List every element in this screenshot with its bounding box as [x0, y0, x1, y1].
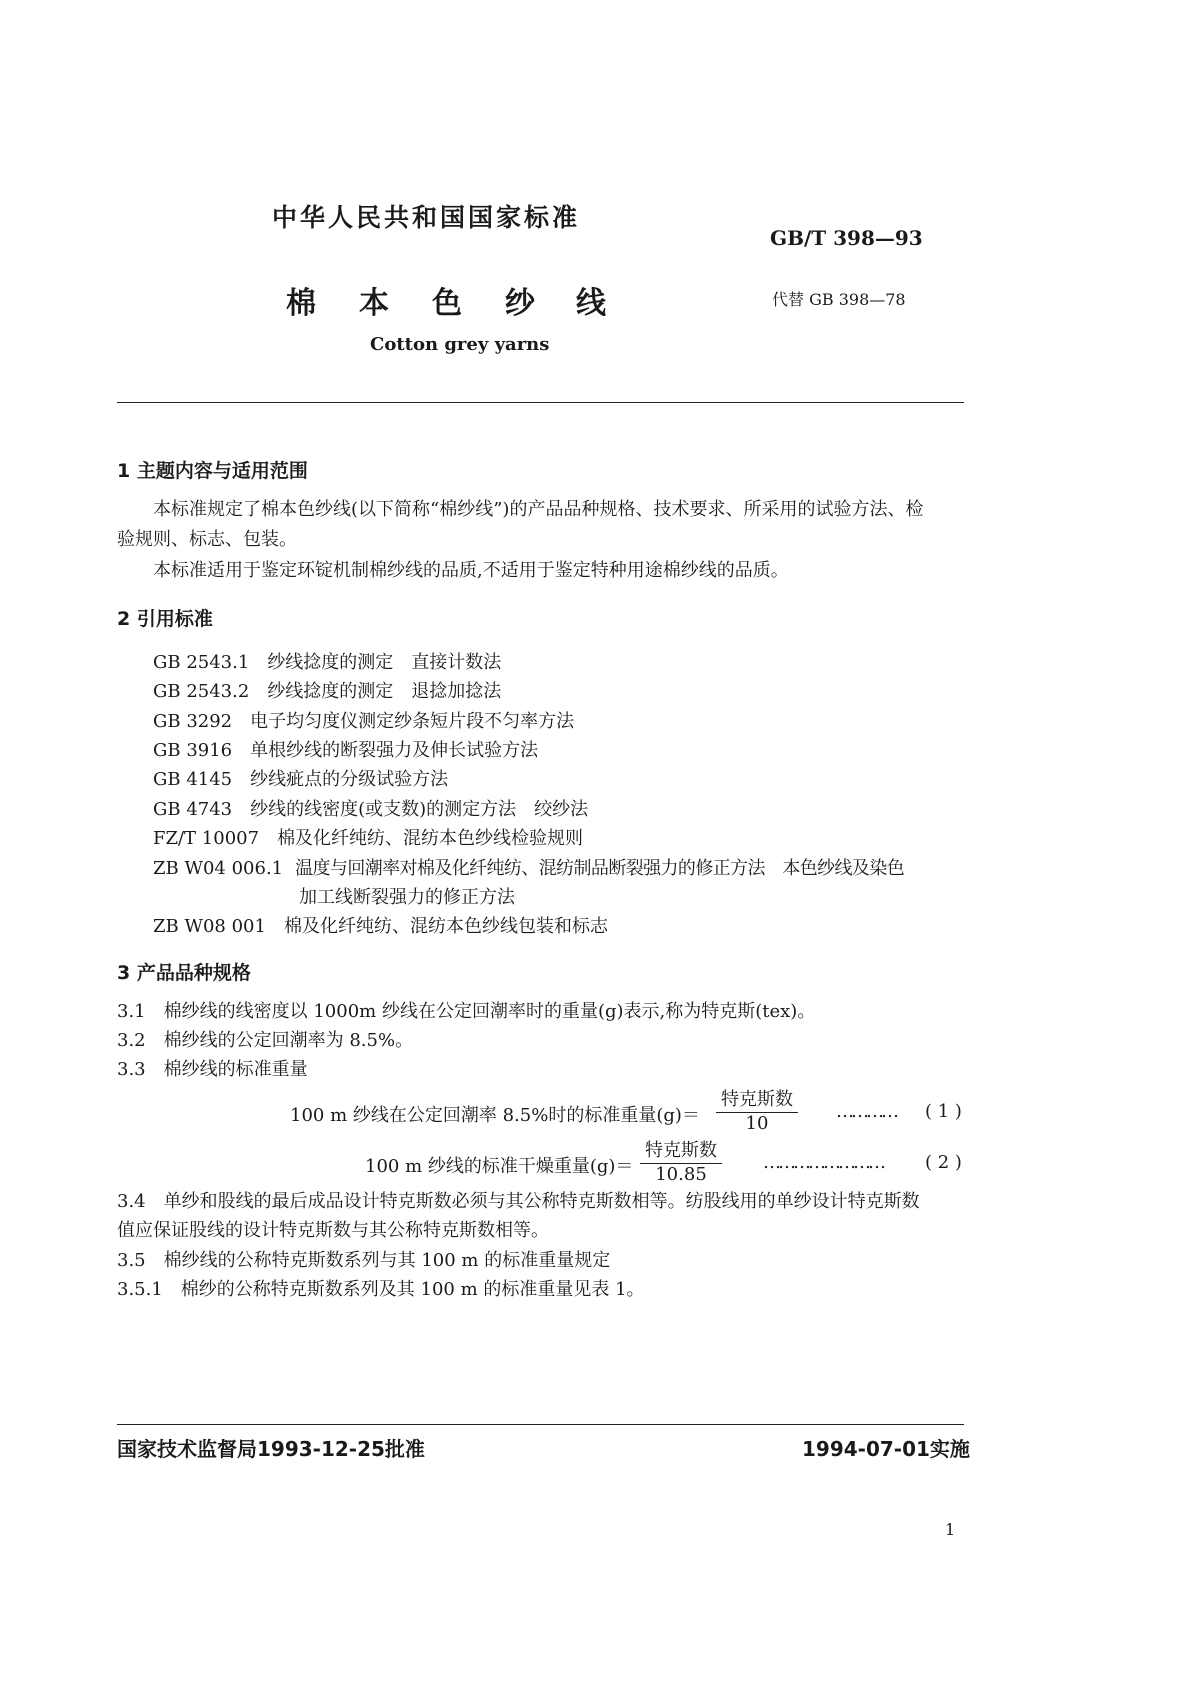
reference-title: 纱线的线密度(或支数)的测定方法 绞纱法: [250, 799, 589, 820]
clause-3-4-line2: 值应保证股线的设计特克斯数与其公称特克斯数相等。: [117, 1220, 549, 1241]
reference-title: 纱线捻度的测定 退捻加捻法: [267, 681, 502, 702]
clause-3-3: 3.3 棉纱线的标准重量: [117, 1059, 308, 1080]
reference-title: 温度与回潮率对棉及化纤纯纺、混纺制品断裂强力的修正方法 本色纱线及染色: [295, 858, 905, 879]
reference-title: 单根纱线的断裂强力及伸长试验方法: [250, 740, 539, 761]
formula-2-denominator: 10.85: [655, 1164, 707, 1185]
reference-item: [153, 736, 538, 762]
reference-code: FZ/T 10007: [153, 828, 260, 849]
reference-item: [153, 795, 588, 821]
country-standard-title: 中华人民共和国国家标准: [272, 203, 581, 232]
reference-code: ZB W08 001: [153, 916, 266, 937]
formula-2-fraction: [640, 1140, 722, 1185]
reference-item: [153, 677, 501, 703]
reference-item: [153, 854, 904, 880]
approval-line: 国家技术监督局1993-12-25批准: [117, 1437, 425, 1461]
formula-1-denominator: 10: [745, 1113, 769, 1134]
reference-title: 棉及化纤纯纺、混纺本色纱线包装和标志: [283, 916, 608, 937]
formula-1-numerator: 特克斯数: [716, 1089, 798, 1113]
formula-2-leader-dots: ……………………: [763, 1152, 883, 1173]
section-1-heading: 1 主题内容与适用范围: [117, 460, 308, 482]
clause-3-2: 3.2 棉纱线的公定回潮率为 8.5%。: [117, 1030, 414, 1051]
reference-code: GB 2543.1: [153, 652, 250, 673]
english-title: Cotton grey yarns: [370, 334, 550, 355]
section-1-para1-line1: 本标准规定了棉本色纱线(以下简称“棉纱线”)的产品品种规格、技术要求、所采用的试验方法、检: [153, 499, 924, 520]
reference-title: 棉及化纤纯纺、混纺本色纱线检验规则: [277, 828, 584, 849]
formula-1-leader-dots: …………: [836, 1101, 896, 1122]
standard-code: GB/T 398—93: [770, 226, 923, 250]
page-number: 1: [945, 1520, 956, 1539]
reference-item: [153, 707, 574, 733]
reference-code: ZB W04 006.1: [153, 858, 284, 879]
reference-title: 纱线捻度的测定 直接计数法: [267, 652, 502, 673]
formula-2-numerator: 特克斯数: [640, 1140, 722, 1164]
reference-code: GB 4145: [153, 769, 233, 790]
section-1-para1-line2: 验规则、标志、包装。: [117, 529, 297, 550]
formula-2-lhs: 100 m 纱线的标准干燥重量(g)＝: [365, 1156, 634, 1177]
title-char: 纱: [505, 286, 535, 321]
title-char: 本: [359, 286, 389, 321]
reference-title: 纱线疵点的分级试验方法: [250, 769, 449, 790]
formula-1-lhs: 100 m 纱线在公定回潮率 8.5%时的标准重量(g)＝: [290, 1105, 700, 1126]
reference-item: [153, 648, 501, 674]
formula-1-number: ( 1 ): [925, 1101, 962, 1122]
section-1-para2: 本标准适用于鉴定环锭机制棉纱线的品质,不适用于鉴定特种用途棉纱线的品质。: [153, 560, 789, 581]
reference-code: GB 4743: [153, 799, 233, 820]
title-char: 线: [576, 286, 606, 321]
clause-3-4-line1: 3.4 单纱和股线的最后成品设计特克斯数必须与其公称特克斯数相等。纺股线用的单纱设计特克斯数: [117, 1191, 920, 1212]
reference-code: GB 3292: [153, 711, 233, 732]
implementation-line: 1994-07-01实施: [802, 1437, 970, 1461]
reference-title: 电子均匀度仪测定纱条短片段不匀率方法: [250, 711, 575, 732]
formula-2-number: ( 2 ): [925, 1152, 962, 1173]
reference-code: GB 3916: [153, 740, 233, 761]
reference-title-continued: 加工线断裂强力的修正方法: [299, 887, 515, 908]
reference-item: [153, 824, 583, 850]
header-rule: [117, 402, 964, 403]
title-char: 棉: [286, 286, 316, 321]
reference-item: [153, 765, 448, 791]
clause-3-5: 3.5 棉纱线的公称特克斯数系列与其 100 m 的标准重量规定: [117, 1250, 611, 1271]
reference-code: GB 2543.2: [153, 681, 250, 702]
formula-1-fraction: [716, 1089, 798, 1134]
clause-3-5-1: 3.5.1 棉纱的公称特克斯数系列及其 100 m 的标准重量见表 1。: [117, 1279, 645, 1300]
clause-3-1: 3.1 棉纱线的线密度以 1000m 纱线在公定回潮率时的重量(g)表示,称为特克斯(tex)。: [117, 1001, 816, 1022]
replaces-note: 代替 GB 398—78: [772, 290, 906, 309]
section-2-heading: 2 引用标准: [117, 608, 213, 630]
footer-rule: [117, 1424, 964, 1425]
section-3-heading: 3 产品品种规格: [117, 962, 251, 984]
title-char: 色: [432, 286, 462, 321]
reference-item: [153, 912, 608, 938]
